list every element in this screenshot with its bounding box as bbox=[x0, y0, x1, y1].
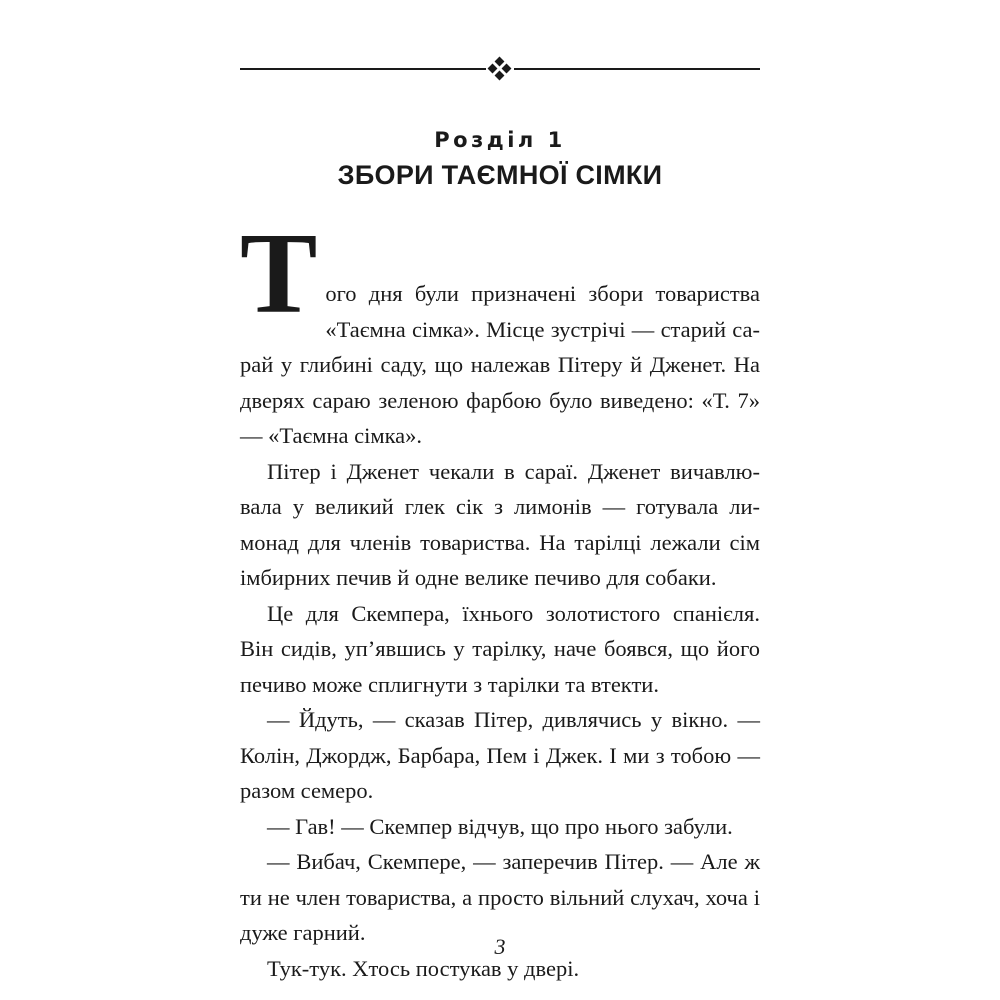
paragraph: — Вибач, Скемпере, — заперечив Пітер. — Але ж ти не член товариства, а просто вільний слухач, хоча і дуже гарний. bbox=[240, 849, 760, 945]
chapter-title: ЗБОРИ ТАЄМНОЇ СІМКИ bbox=[337, 160, 663, 190]
paragraph bbox=[240, 210, 760, 454]
paragraph: Пітер і Дженет чекали в сараї. Дженет вичавлювала у великий глек сік з лимонів — готувала лимонад для членів товариства. На тарілці лежали сім імбирних печив й одне велике печиво для собаки. bbox=[240, 458, 760, 590]
diamond-cluster-icon bbox=[487, 56, 513, 82]
paragraph: Це для Скемпера, їхнього золотистого спанієля. Він сидів, уп’явшись у тарілку, наче боявся, що його печиво може сплигнути з тарілки та втекти. bbox=[240, 600, 760, 697]
header-ornament bbox=[240, 56, 760, 82]
drop-cap: Т bbox=[240, 210, 318, 338]
body-text bbox=[240, 210, 760, 986]
page-number: 3 bbox=[494, 934, 506, 959]
ornament-rule-right bbox=[514, 68, 760, 70]
chapter-label: Розділ 1 bbox=[434, 128, 566, 152]
ornament-rule-left bbox=[240, 68, 486, 70]
paragraph: — Гав! — Скемпер відчув, що про нього забули. bbox=[267, 813, 733, 839]
paragraph-text: ого дня були призначені збори товариства «Таємна сімка». Місце зустрічі — старий сарай у глибині саду, що належав Пітеру й Дженет. На дверях сараю зеленою фарбою було виведено: «Т. 7» — «Таємна сімка». bbox=[240, 281, 760, 448]
paragraph: Тук-тук. Хтось постукав у двері. bbox=[267, 955, 580, 981]
paragraph: — Йдуть, — сказав Пітер, дивлячись у вікно. — Колін, Джордж, Барбара, Пем і Джек. І ми з тобою — разом семеро. bbox=[240, 707, 760, 803]
